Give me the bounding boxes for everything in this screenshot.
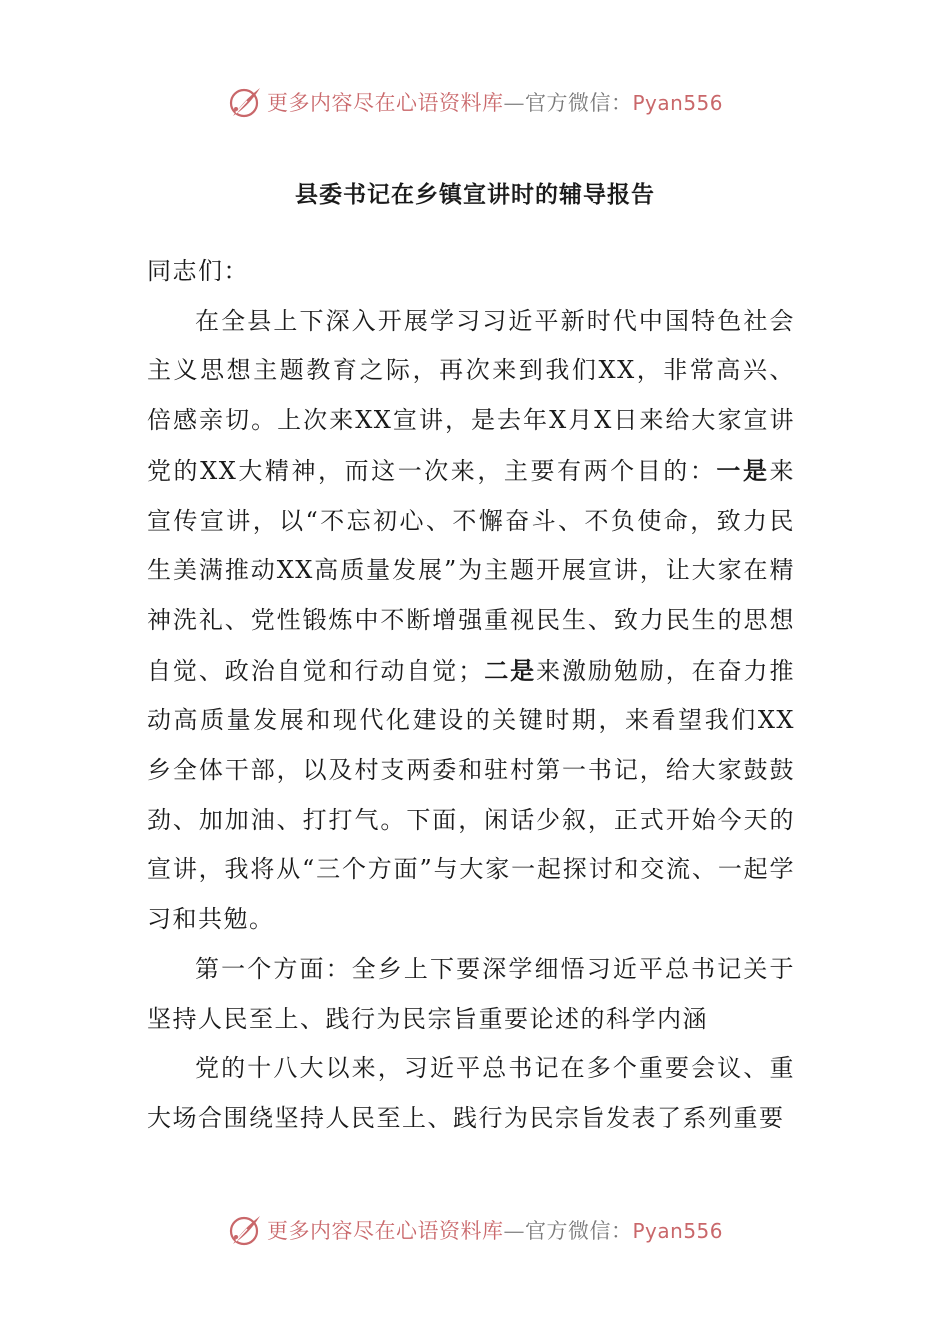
salutation: 同志们： — [147, 257, 249, 285]
wechat-id: Pyan556 — [632, 91, 723, 115]
header-watermark — [0, 80, 950, 124]
watermark-text: 更多内容尽在心语资料库—官方微信：Pyan556 — [266, 91, 723, 115]
wechat-id: Pyan556 — [632, 1219, 723, 1243]
bold-marker-second: 二是 — [483, 655, 537, 685]
bold-marker-first: 一是 — [716, 455, 770, 485]
quill-pen-logo-icon — [227, 1212, 263, 1248]
paragraph-section-1: 党的十八大以来，习近平总书记在多个重要会议、重大场合围绕坚持人民至上、践行为民宗旨发表了系列重要 — [147, 1054, 795, 1132]
quill-pen-logo-icon — [227, 84, 263, 120]
watermark-text: 更多内容尽在心语资料库—官方微信：Pyan556 — [266, 1219, 723, 1243]
section-heading-1: 第一个方面：全乡上下要深学细悟习近平总书记关于坚持人民至上、践行为民宗旨重要论述的科学内涵 — [147, 954, 795, 1033]
footer-watermark — [0, 1208, 950, 1252]
paragraph-intro: 在全县上下深入开展学习习近平新时代中国特色社会主义思想主题教育之际，再次来到我们XX，非常高兴、倍感亲切。上次来XX宣讲，是去年X月X日来给大家宣讲党的XX大精神，而这一次来，主要有两个目的：一是来宣传宣讲，以“不忘初心、不懈奋斗、不负使命，致力民生美满推动XX高质量发展”为主题开展宣讲，让大家在精神洗礼、党性锻炼中不断增强重视民生、致力民生的思想自觉、政治自觉和行动自觉；二是来激励勉励，在奋力推动高质量发展和现代化建设的关键时期，来看望我们XX乡全体干部，以及村支两委和驻村第一书记，给大家鼓鼓劲、加加油、打打气。下面，闲话少叙，正式开始今天的宣讲，我将从“三个方面”与大家一起探讨和交流、一起学习和共勉。 — [147, 306, 796, 934]
document-body — [147, 247, 795, 1144]
document-title: 县委书记在乡镇宣讲时的辅导报告 — [295, 182, 655, 208]
